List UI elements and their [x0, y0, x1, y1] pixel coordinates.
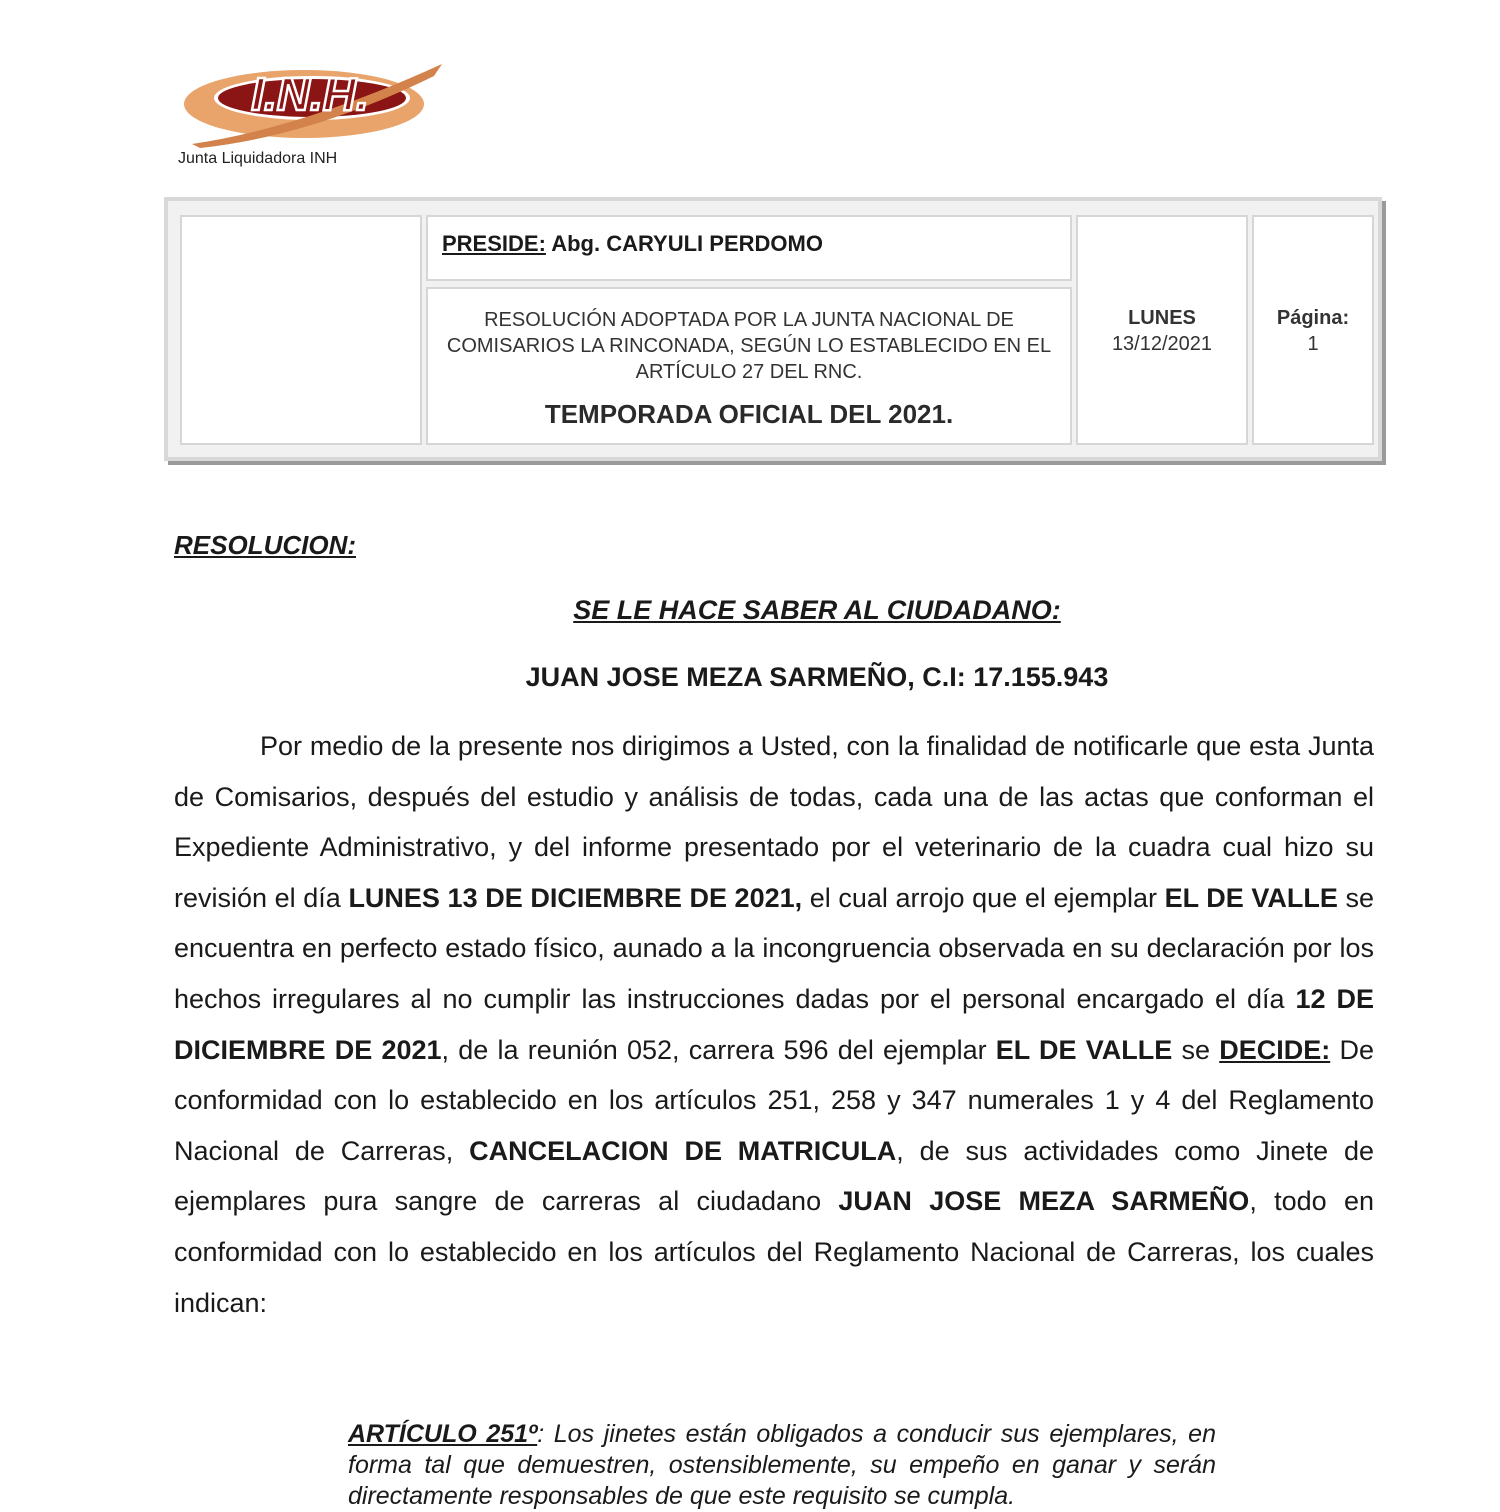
body-text-6: De conformidad con lo establecido en los artículos 251, 258 y 347 numerales 1 y 4 del Reglamento Nacional de Carreras, — [174, 1034, 1374, 1166]
page-number: 1 — [1307, 333, 1319, 355]
article-251 — [348, 1419, 1216, 1512]
body-text-8: , todo en conformidad con lo establecido en los artículos del Reglamento Nacional de Carreras, los cuales indican: — [174, 1186, 1374, 1318]
body-text-2: el cual arrojo que el ejemplar — [802, 882, 1165, 913]
inh-logo — [172, 58, 447, 150]
season-title: TEMPORADA OFICIAL DEL 2021. — [544, 399, 954, 429]
preside-line — [442, 231, 823, 257]
body-text-1: Por medio de la presente nos dirigimos a Usted, con la finalidad de notificarle que esta Junta de Comisarios, después del estudio y análisis de todas, cada una de las actas que conforman el Expediente Administrativo, y del informe presentado por el veterinario de la cuadra cual hizo su revisión el día — [174, 731, 1374, 913]
resolucion-title: RESOLUCION: — [174, 530, 356, 560]
body-date-1: LUNES 13 DE DICIEMBRE DE 2021, — [348, 882, 803, 913]
date-cell — [1076, 215, 1248, 445]
preside-cell — [426, 215, 1072, 281]
body-horse-1: EL DE VALLE — [1164, 882, 1338, 913]
resolution-cell — [426, 287, 1072, 445]
article-text: : Los jinetes están obligados a conducir sus ejemplares, en forma tal que demuestren, ostensiblemente, su empeño en ganar y serán directamente responsables de que este requisito se cumpla. — [348, 1420, 1216, 1510]
preside-name: Abg. CARYULI PERDOMO — [545, 231, 823, 256]
logo-caption: Junta Liquidadora INH — [178, 150, 338, 167]
citizen-name: JUAN JOSE MEZA SARMEÑO, C.I: 17.155.943 — [525, 662, 1109, 692]
date-value: 13/12/2021 — [1111, 333, 1213, 355]
inh-logo-graphic — [172, 58, 447, 150]
logo-text: I.N.H. — [251, 68, 369, 120]
resolution-text: RESOLUCIÓN ADOPTADA POR LA JUNTA NACIONAL DE COMISARIOS LA RINCONADA, SEGÚN LO ESTABLECIDO EN EL ARTÍCULO 27 DEL RNC. — [446, 309, 1052, 383]
body-text-4: , de la reunión 052, carrera 596 del ejemplar — [441, 1034, 996, 1065]
article-heading: ARTÍCULO 251º — [348, 1420, 538, 1448]
body-citizen: JUAN JOSE MEZA SARMEÑO — [838, 1186, 1250, 1217]
header-empty-cell — [180, 215, 422, 445]
body-text-3: se encuentra en perfecto estado físico, aunado a la incongruencia observada en su declaración por los hechos irregulares al no cumplir las instrucciones dadas por el personal encargado el día — [174, 882, 1375, 1014]
preside-label: PRESIDE: — [442, 231, 546, 256]
body-decide: DECIDE: — [1219, 1034, 1331, 1065]
resolution-header-table — [164, 197, 1382, 461]
page-cell — [1252, 215, 1374, 445]
body-text-5: se — [1172, 1034, 1220, 1065]
page-label: Página: — [1276, 307, 1350, 329]
body-text-7: , de sus actividades como Jinete de ejemplares pura sangre de carreras al ciudadano — [174, 1135, 1374, 1217]
body-paragraph — [174, 721, 1374, 1328]
body-sanction: CANCELACION DE MATRICULA — [469, 1135, 897, 1166]
body-horse-2: EL DE VALLE — [995, 1034, 1173, 1065]
body-date-2: 12 DE DICIEMBRE DE 2021 — [174, 983, 1374, 1065]
day-label: LUNES — [1128, 307, 1196, 329]
notice-title: SE LE HACE SABER AL CIUDADANO: — [573, 595, 1061, 625]
